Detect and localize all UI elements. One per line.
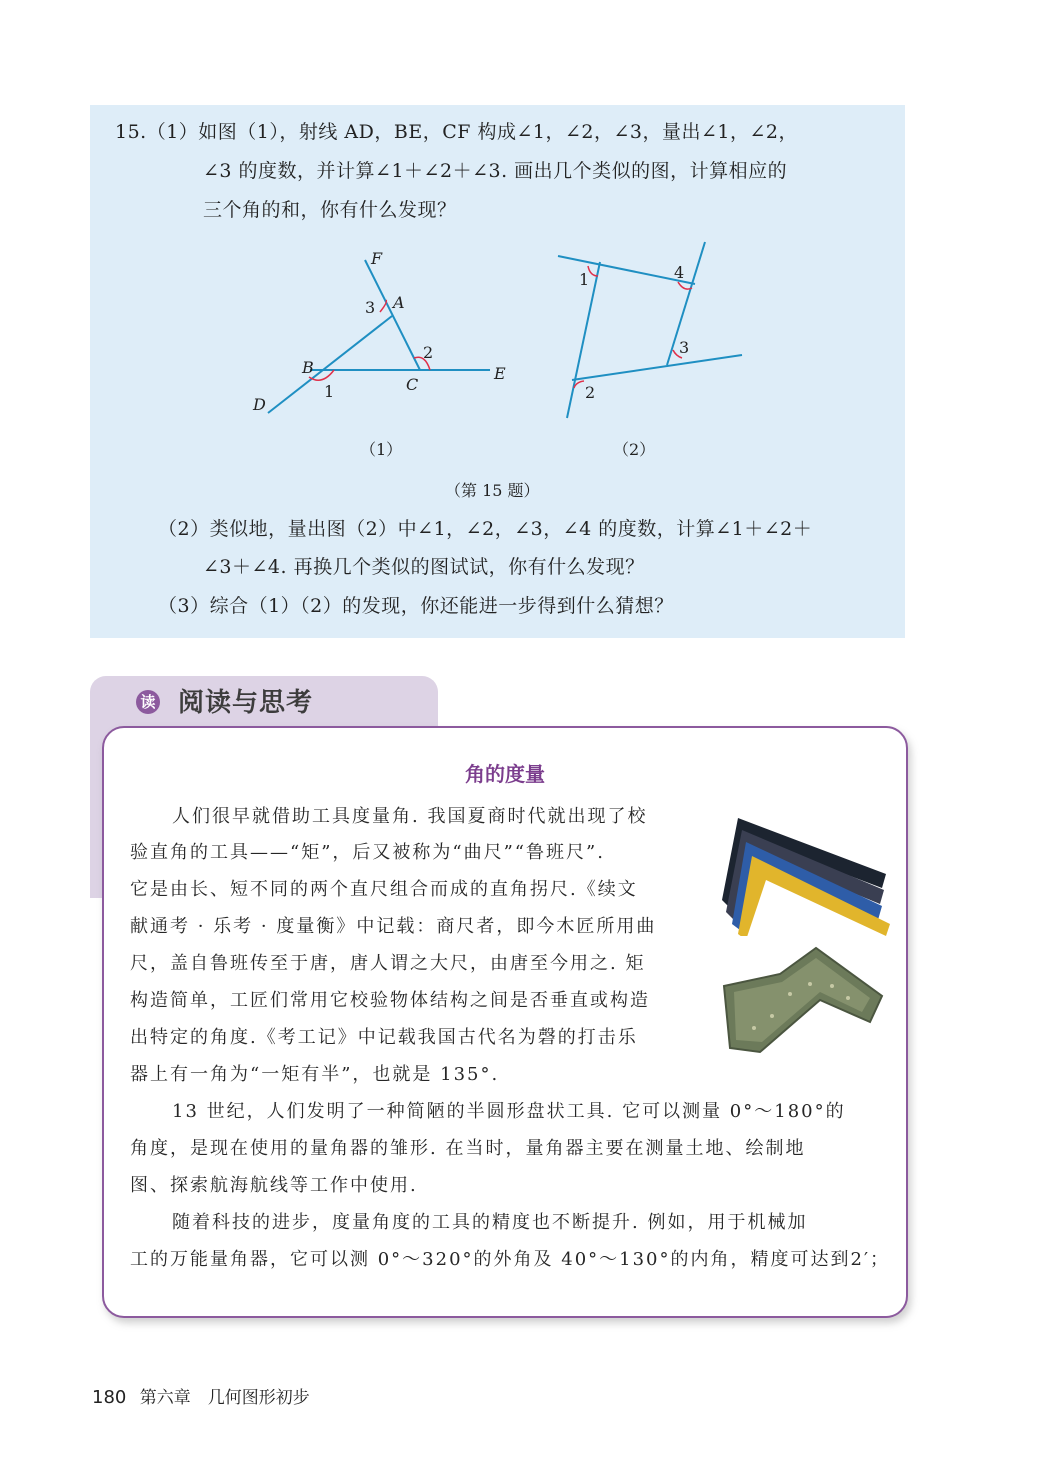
page-footer [92, 1383, 310, 1408]
para3-line-1: 随着科技的进步，度量角度的工具的精度也不断提升. 例如，用于机械加 [172, 1212, 808, 1233]
exercise-line-3: 三个角的和，你有什么发现？ [203, 199, 457, 221]
label-B: B [302, 358, 314, 377]
para1-line-7: 出特定的角度.《考工记》中记载我国古代名为磬的打击乐 [130, 1027, 638, 1048]
label-fig2-angle-1: 1 [579, 270, 590, 289]
label-fig2-angle-2: 2 [585, 383, 596, 402]
exercise-line-5: ∠3＋∠4. 再换几个类似的图试试，你有什么发现？ [203, 556, 645, 578]
figure-caption: （第 15 题） [445, 481, 540, 500]
figure-1-caption: （1） [360, 440, 403, 459]
chapter-title: 第六章 几何图形初步 [139, 1388, 310, 1408]
para2-line-1: 13 世纪，人们发明了一种简陋的半圆形盘状工具. 它可以测量 0°～180°的 [172, 1101, 846, 1122]
figure-1 [252, 249, 506, 459]
exercise-figures [0, 0, 1044, 520]
para2-line-2: 角度，是现在使用的量角器的雏形. 在当时，量角器主要在测量土地、绘制地 [130, 1138, 806, 1159]
label-C: C [406, 375, 419, 394]
exercise-line-6: （3）综合（1）（2）的发现，你还能进一步得到什么猜想？ [158, 595, 674, 617]
page-number: 180 [92, 1387, 127, 1408]
exercise-line-1: 15.（1）如图（1），射线 AD，BE，CF 构成∠1，∠2，∠3，量出∠1，∠2， [115, 121, 799, 143]
label-angle-2: 2 [423, 343, 434, 362]
figure-2 [558, 242, 742, 459]
carpenter-square-image [720, 816, 890, 936]
para2-line-3: 图、探索航海航线等工作中使用. [130, 1175, 418, 1196]
reading-title: 角的度量 [465, 762, 545, 786]
reading-tab-title: 阅读与思考 [178, 688, 314, 718]
label-fig2-angle-4: 4 [674, 263, 685, 282]
label-angle-1: 1 [324, 382, 335, 401]
para1-line-1: 人们很早就借助工具度量角. 我国夏商时代就出现了校 [172, 806, 648, 827]
para1-line-5: 尺，盖自鲁班传至于唐，唐人谓之大尺，由唐至今用之. 矩 [130, 953, 646, 974]
label-A: A [393, 293, 405, 312]
para1-line-4: 献通考 · 乐考 · 度量衡》中记载：商尺者，即今木匠所用曲 [130, 916, 657, 937]
para1-line-8: 器上有一角为“一矩有半”，也就是 135°. [130, 1064, 500, 1085]
para3-line-2: 工的万能量角器，它可以测 0°～320°的外角及 40°～130°的内角，精度可达到2′； [130, 1249, 891, 1270]
label-angle-3: 3 [365, 298, 376, 317]
figure-2-caption: （2） [613, 440, 656, 459]
reading-icon: 读 [136, 690, 160, 714]
exercise-line-2: ∠3 的度数，并计算∠1＋∠2＋∠3. 画出几个类似的图，计算相应的 [203, 160, 788, 182]
label-E: E [494, 364, 506, 383]
para1-line-6: 构造简单，工匠们常用它校验物体结构之间是否垂直或构造 [130, 990, 650, 1011]
label-fig2-angle-3: 3 [679, 338, 690, 357]
label-F: F [371, 249, 383, 268]
chime-stone-image [720, 946, 890, 1056]
para1-line-2: 验直角的工具——“矩”，后又被称为“曲尺”“鲁班尺”. [130, 842, 605, 863]
para1-line-3: 它是由长、短不同的两个直尺组合而成的直角拐尺.《续文 [130, 879, 638, 900]
label-D: D [253, 395, 266, 414]
reading-card [102, 726, 908, 1318]
exercise-line-4: （2）类似地，量出图（2）中∠1，∠2，∠3，∠4 的度数，计算∠1＋∠2＋ [158, 518, 813, 540]
